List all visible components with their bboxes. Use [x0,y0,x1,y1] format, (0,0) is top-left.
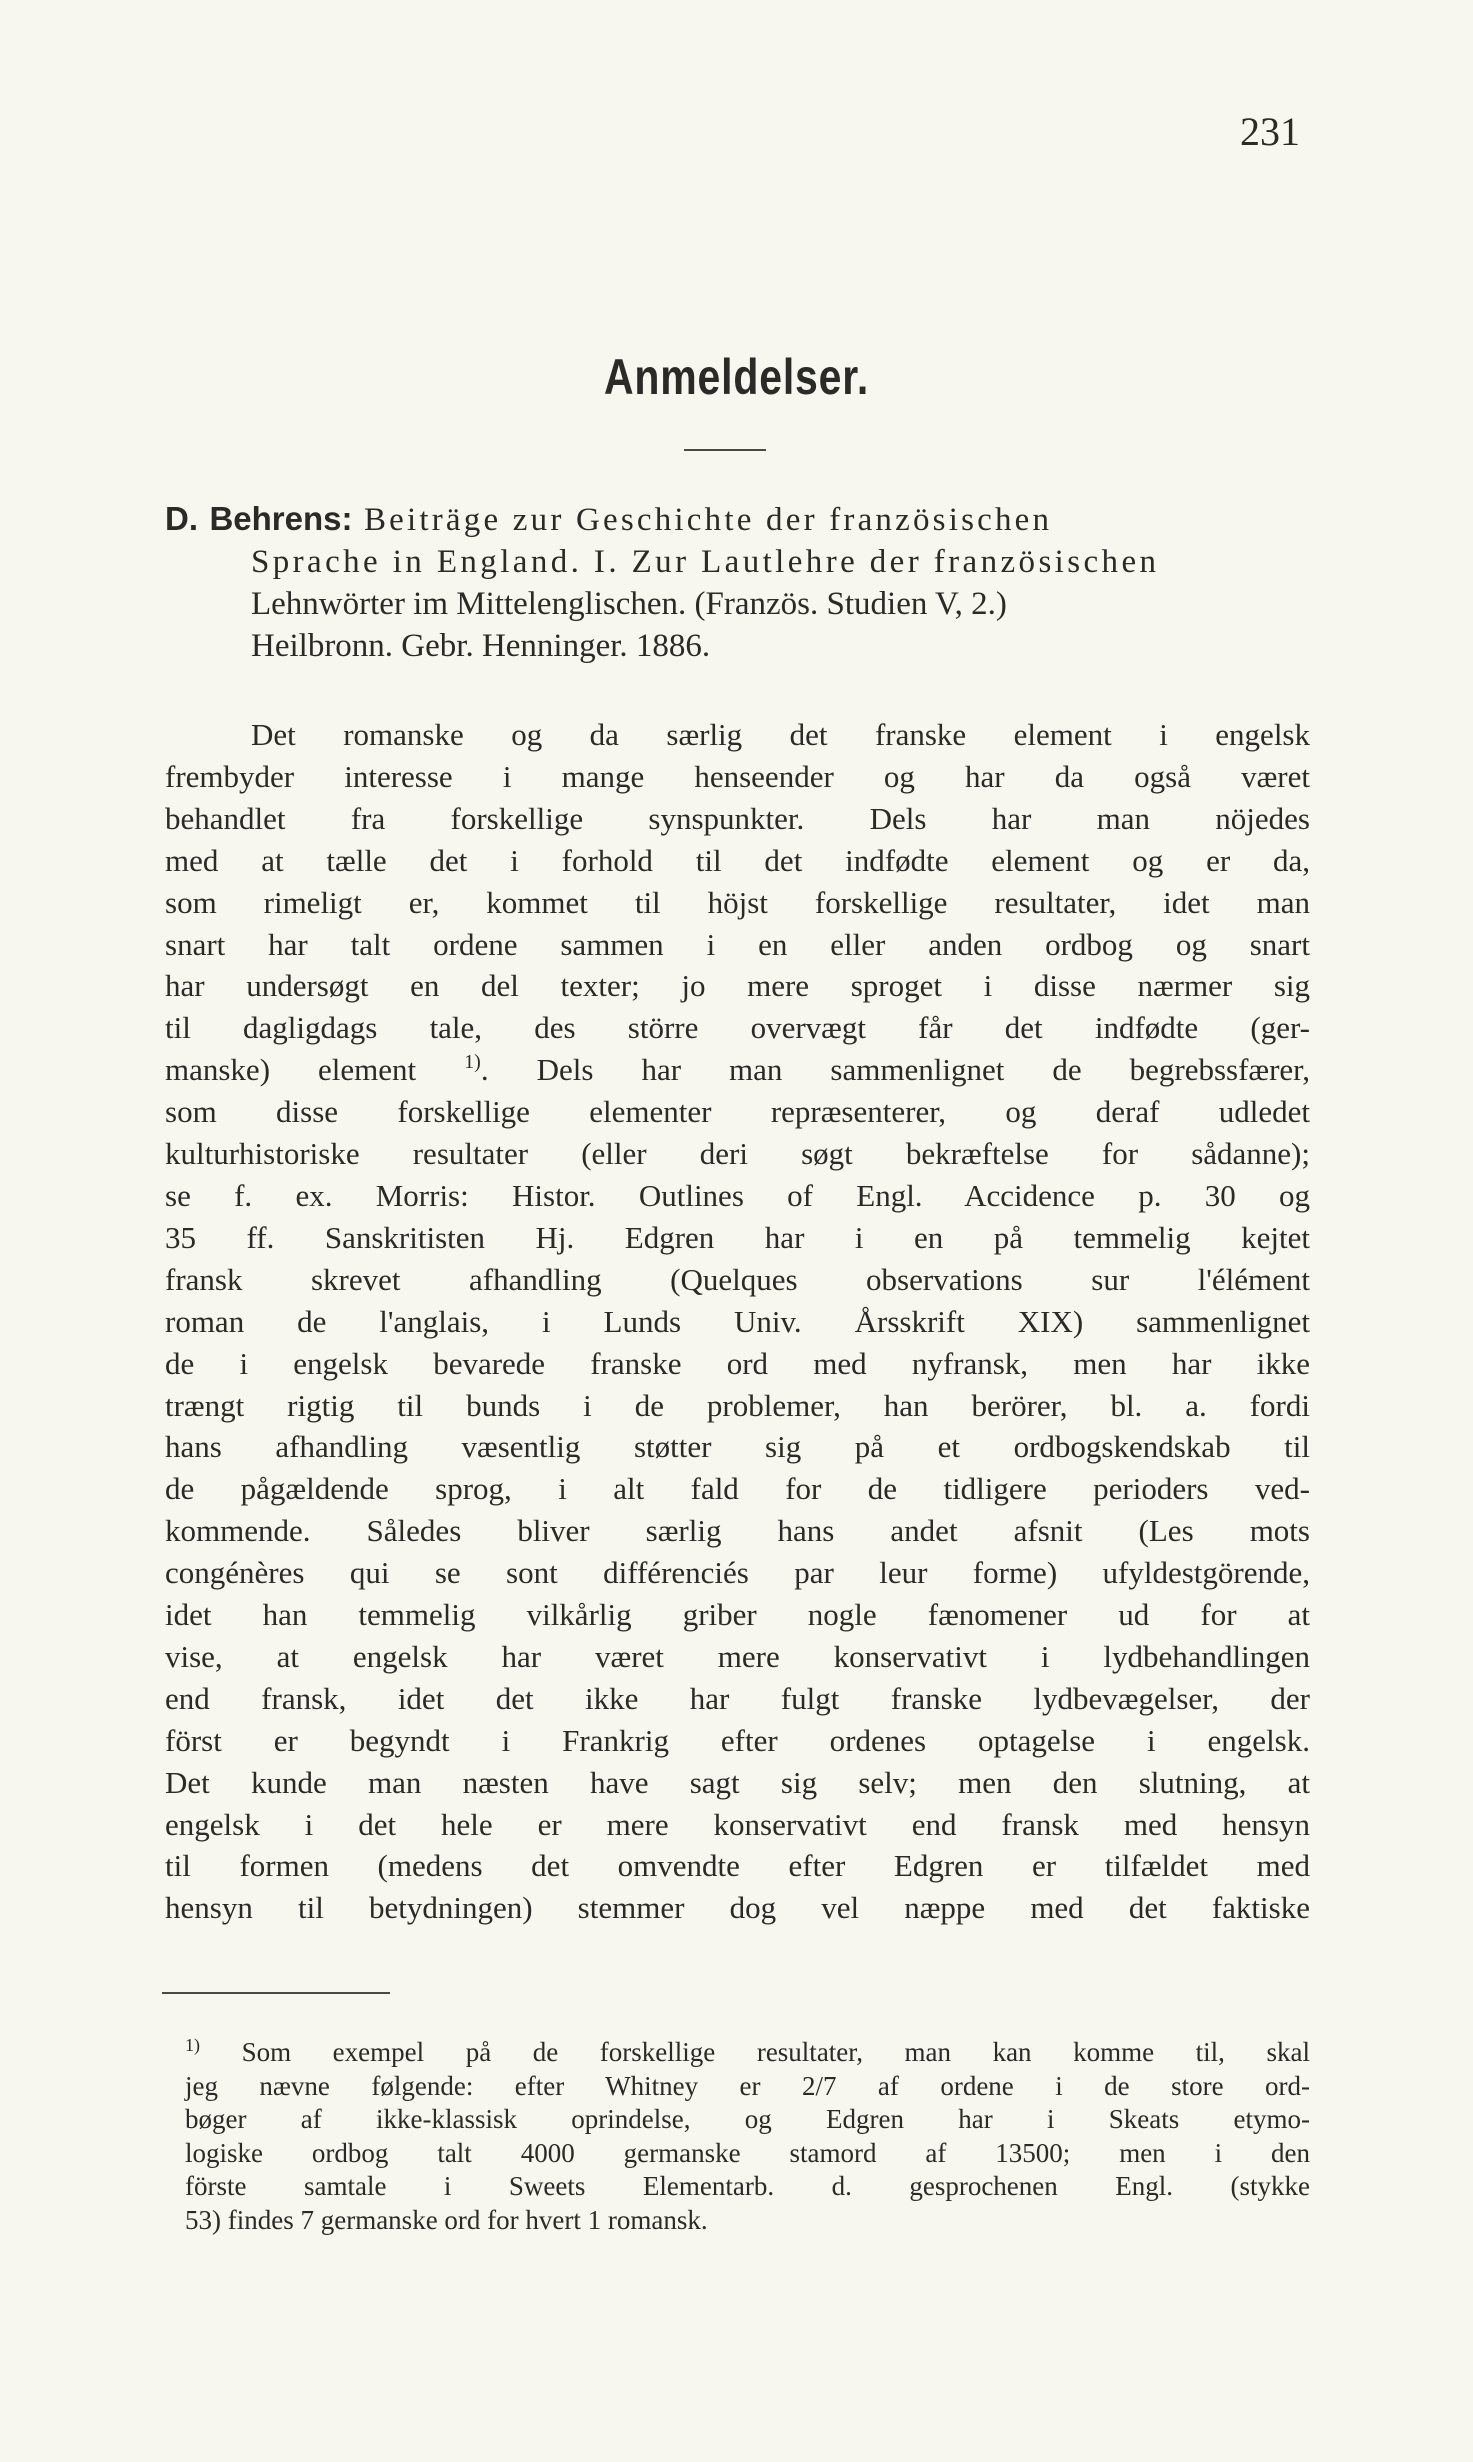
body-line: congénères qui se sont différenciés par leur forme) ufyldestgörende, [165,1555,1310,1591]
body-line: 35 ff. Sanskritisten Hj. Edgren har i en på temmelig kejtet [165,1219,1310,1255]
body-line: roman de l'anglais, i Lunds Univ. Årsskrift XIX) sammenlignet [165,1303,1310,1339]
body-line: end fransk, idet det ikke har fulgt franske lydbevægelser, der [165,1680,1310,1716]
heading-divider [684,449,766,451]
section-heading: Anmeldelser. [603,349,870,405]
body-line: snart har talt ordene sammen i en eller anden ordbog og snart [165,926,1310,962]
footnote-line-text: Som exempel på de forskellige resultater, man kan komme til, skal [241,2037,1310,2067]
body-line: hensyn til betydningen) stemmer dog vel næppe med det faktiske [165,1890,1310,1926]
body-line-tail: . Dels har man sammenlignet de begrebssfærer, [480,1052,1311,1088]
body-line: trængt rigtig til bunds i de problemer, han berörer, bl. a. fordi [165,1387,1310,1423]
body-line-with-footnote-ref [165,1049,1310,1091]
review-body [165,714,1310,1929]
body-line: med at tælle det i forhold til det indfødte element og er da, [165,842,1310,878]
body-line: engelsk i det hele er mere konservativt end fransk med hensyn [165,1806,1310,1842]
body-line: fransk skrevet afhandling (Quelques observations sur l'élément [165,1261,1310,1297]
body-line: de pågældende sprog, i alt fald for de tidligere perioders ved- [165,1471,1310,1507]
citation-line-1 [165,498,1310,541]
body-line: idet han temmelig vilkårlig griber nogle fænomener ud for at [165,1597,1310,1633]
review-citation [165,498,1310,667]
author-initial: D. [165,500,198,537]
footnote-line: logiske ordbog talt 4000 germanske stamord af 13500; men i den [185,2137,1310,2168]
footnote-line: 53) findes 7 germanske ord for hvert 1 romansk. [185,2204,708,2235]
body-line: vise, at engelsk har været mere konservativt i lydbehandlingen [165,1638,1310,1674]
footnote-line [185,2036,1310,2070]
footnote-line: jeg nævne følgende: efter Whitney er 2/7 af ordene i de store ord- [185,2070,1310,2101]
citation-line-3: Lehnwörter im Mittelenglischen. (Französ. Studien V, 2.) [251,586,1007,622]
footnote-line: bøger af ikke-klassisk oprindelse, og Edgren har i Skeats etymo- [185,2104,1310,2134]
body-line: frembyder interesse i mange henseender og har da også været [165,758,1310,794]
citation-line-4: Heilbronn. Gebr. Henninger. 1886. [251,628,711,664]
citation-line-2: Sprache in England. I. Zur Lautlehre der französischen [251,544,1160,580]
body-line: Det kunde man næsten have sagt sig selv; men den slutning, at [165,1764,1310,1800]
body-line: har undersøgt en del texter; jo mere sproget i disse nærmer sig [165,968,1310,1004]
body-line: Det romanske og da særlig det franske element i engelsk [251,717,1310,752]
footnote [185,2036,1310,2237]
body-line: de i engelsk bevarede franske ord med nyfransk, men har ikke [165,1345,1310,1381]
footnote-marker: 1) [185,2035,200,2055]
footnote-reference[interactable]: 1) [464,1051,481,1074]
citation-title-start: Beiträge zur Geschichte der französischen [363,502,1053,538]
body-line: kommende. Således bliver særlig hans andet afsnit (Les mots [165,1513,1310,1549]
body-line: til formen (medens det omvendte efter Edgren er tilfældet med [165,1848,1310,1884]
body-line: hans afhandling væsentlig støtter sig på et ordbogskendskab til [165,1429,1310,1465]
body-line-start: manske) element [165,1052,417,1088]
body-line: som rimeligt er, kommet til höjst forskellige resultater, idet man [165,884,1310,920]
body-line: behandlet fra forskellige synspunkter. Dels har man nöjedes [165,800,1310,836]
body-line: se f. ex. Morris: Histor. Outlines of Engl. Accidence p. 30 og [165,1177,1310,1213]
author-name: Behrens: [209,500,353,537]
body-line: til dagligdags tale, des större overvægt får det indfødte (ger- [165,1010,1310,1046]
footnote-line: förste samtale i Sweets Elementarb. d. gesprochenen Engl. (stykke [185,2171,1310,2201]
body-line: som disse forskellige elementer repræsenterer, og deraf udledet [165,1094,1310,1130]
body-line: först er begyndt i Frankrig efter ordenes optagelse i engelsk. [165,1722,1310,1758]
page-number: 231 [1240,109,1300,154]
footnote-divider [162,1992,390,1994]
body-line: kulturhistoriske resultater (eller deri søgt bekræftelse for sådanne); [165,1136,1310,1172]
